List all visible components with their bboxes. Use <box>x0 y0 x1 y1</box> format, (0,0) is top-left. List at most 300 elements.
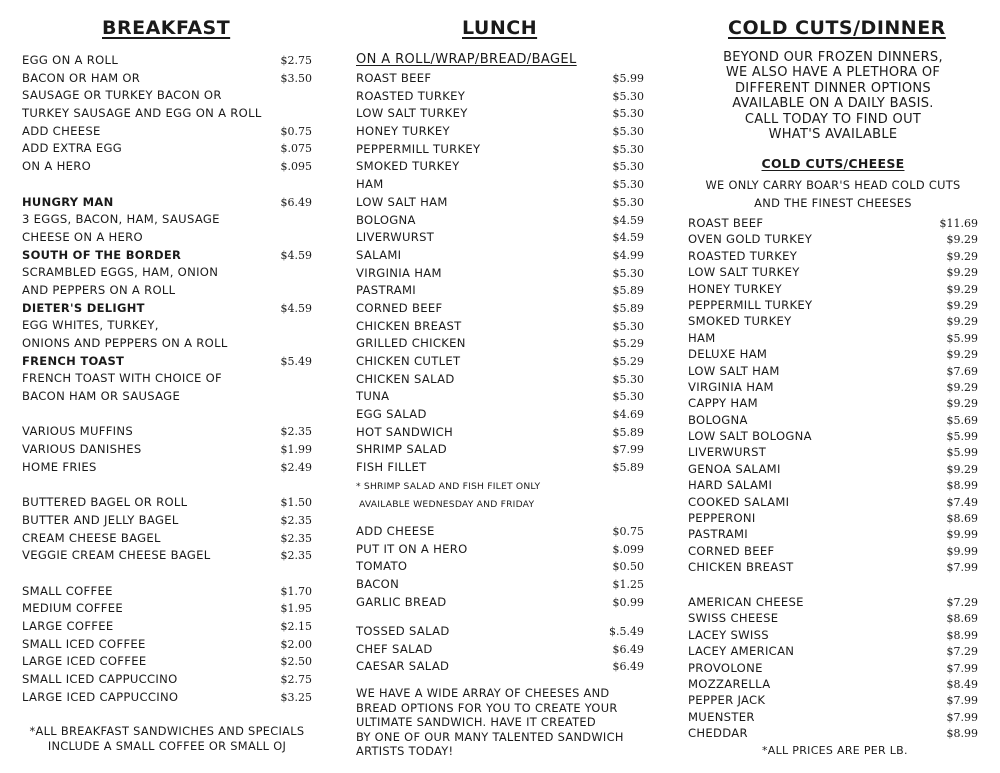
menu-item-name: HOT SANDWICH <box>356 424 454 439</box>
menu-item-name: LACEY SWISS <box>688 627 769 642</box>
menu-item <box>22 53 312 71</box>
cheese-list <box>688 595 978 743</box>
menu-item <box>356 177 644 195</box>
menu-item <box>22 283 312 301</box>
menu-item-name: BACON OR HAM OR <box>22 70 141 85</box>
menu-item <box>688 331 978 347</box>
menu-item-name: CHICKEN CUTLET <box>356 354 461 368</box>
menu-item-name: SMALL ICED CAPPUCCINO <box>22 672 178 687</box>
menu-item-name: LARGE COFFEE <box>22 619 114 633</box>
menu-item <box>22 336 312 354</box>
menu-item <box>688 265 978 281</box>
breakfast-list <box>22 53 312 707</box>
menu-item <box>22 619 312 637</box>
menu-item-name: GENOA SALAMI <box>688 461 781 476</box>
menu-item <box>22 389 312 407</box>
menu-item-price: $4.69 <box>612 408 644 422</box>
dinner-intro-line: AVAILABLE ON A DAILY BASIS. <box>732 96 934 112</box>
menu-item-price: $1.70 <box>280 584 312 598</box>
menu-item-name: PEPPERMILL TURKEY <box>688 297 813 312</box>
menu-item <box>22 230 312 248</box>
menu-item <box>356 425 644 443</box>
cold-cuts-intro-line: AND THE FINEST CHEESES <box>754 196 912 210</box>
menu-item <box>22 318 312 336</box>
menu-item-name: COOKED SALAMI <box>688 494 790 509</box>
menu-item-price: $5.89 <box>612 301 644 315</box>
menu-item-price: $8.69 <box>946 512 978 526</box>
menu-item-name: HARD SALAMI <box>688 478 773 493</box>
menu-item-price: $2.35 <box>280 513 312 527</box>
menu-item-name: LARGE ICED COFFEE <box>22 654 147 669</box>
menu-item-price: $2.75 <box>280 54 312 67</box>
menu-item-price: $5.30 <box>612 372 644 386</box>
menu-item-price: $4.59 <box>280 301 312 315</box>
menu-item-name: LIVERWURST <box>356 230 435 245</box>
menu-item-name: ADD CHEESE <box>356 524 435 538</box>
menu-item-price: $7.99 <box>946 661 978 675</box>
menu-item-name: ADD EXTRA EGG <box>22 141 123 156</box>
menu-item <box>22 106 312 124</box>
menu-item <box>688 726 978 742</box>
menu-item-price: $2.15 <box>280 620 312 633</box>
menu-item-price: $2.75 <box>280 673 312 687</box>
menu-item-price: $6.49 <box>612 642 644 656</box>
menu-item-name: LIVERWURST <box>688 445 767 460</box>
menu-item-name: ON A HERO <box>22 159 92 174</box>
menu-item-price: $7.99 <box>612 443 644 457</box>
menu-item-name: TOMATO <box>356 559 408 574</box>
breakfast-footnote <box>22 724 312 753</box>
menu-item-price: $9.29 <box>946 233 978 247</box>
menu-item <box>22 212 312 230</box>
menu-item <box>22 141 312 159</box>
cold-cuts-intro <box>688 176 978 212</box>
menu-item-name: HAM <box>356 177 384 192</box>
menu-item-name: TOSSED SALAD <box>356 624 450 638</box>
menu-item <box>22 195 312 213</box>
menu-item-price: $8.99 <box>946 727 978 741</box>
menu-item-price: $1.99 <box>280 443 312 457</box>
menu-item-name: SMALL COFFEE <box>22 583 113 598</box>
menu-item-price: $5.30 <box>612 266 644 280</box>
menu-item-price: $.099 <box>612 542 644 556</box>
menu-item-name: BOLOGNA <box>688 412 748 427</box>
cold-cuts-subtitle: COLD CUTS/CHEESE <box>761 156 905 171</box>
menu-item-name: FISH FILLET <box>356 460 427 475</box>
menu-item-name: LARGE ICED CAPPUCCINO <box>22 689 179 704</box>
menu-item <box>22 159 312 177</box>
menu-item <box>688 644 978 660</box>
menu-item-name: MEDIUM COFFEE <box>22 601 123 616</box>
menu-item-name: CHEF SALAD <box>356 641 433 656</box>
menu-item-name: SOUTH OF THE BORDER <box>22 247 182 262</box>
menu-item <box>22 654 312 672</box>
menu-item-name: CHEDDAR <box>688 726 748 741</box>
menu-item-name: CORNED BEEF <box>356 300 443 315</box>
menu-item <box>356 301 644 319</box>
closing-line: WE HAVE A WIDE ARRAY OF CHEESES AND <box>356 686 610 700</box>
menu-item-name: CHICKEN BREAST <box>356 318 462 333</box>
dinner-footnote: *ALL PRICES ARE PER LB. <box>762 744 908 757</box>
menu-item <box>22 301 312 319</box>
menu-item-name: LOW SALT TURKEY <box>688 265 800 280</box>
menu-item-price: $1.95 <box>280 602 312 616</box>
menu-item-price: $5.30 <box>612 125 644 139</box>
menu-item-name: VEGGIE CREAM CHEESE BAGEL <box>22 548 211 563</box>
menu-item-name: ROAST BEEF <box>356 71 432 85</box>
menu-item <box>688 611 978 627</box>
menu-item-name: LOW SALT HAM <box>688 363 780 378</box>
menu-item <box>356 248 644 266</box>
menu-item-price: $0.99 <box>612 595 644 609</box>
menu-item-price: $5.89 <box>612 461 644 475</box>
menu-item <box>356 230 644 248</box>
menu-item-name: CHICKEN BREAST <box>688 560 794 575</box>
menu-item-price: $0.50 <box>612 560 644 574</box>
menu-item <box>22 531 312 549</box>
dinner-title: COLD CUTS/DINNER <box>728 17 946 39</box>
menu-item-price: $3.25 <box>280 690 312 704</box>
menu-item-name: HONEY TURKEY <box>356 124 450 139</box>
menu-item <box>22 354 312 372</box>
menu-item <box>356 336 644 354</box>
dinner-intro-line: CALL TODAY TO FIND OUT <box>744 111 922 127</box>
menu-item-name: 3 EGGS, BACON, HAM, SAUSAGE <box>22 212 220 227</box>
menu-item <box>356 624 644 642</box>
menu-item-price: $5.30 <box>612 178 644 192</box>
menu-item-price: $5.30 <box>612 89 644 103</box>
cold-cuts-intro-line: WE ONLY CARRY BOAR'S HEAD COLD CUTS <box>705 178 961 192</box>
menu-item <box>688 693 978 709</box>
menu-item-price: $5.99 <box>612 72 644 85</box>
menu-item-price: $0.75 <box>280 124 312 138</box>
breakfast-footnote-line: *ALL BREAKFAST SANDWICHES AND SPECIALS <box>29 724 305 738</box>
menu-item-name: LACEY AMERICAN <box>688 644 795 659</box>
menu-item <box>22 513 312 531</box>
menu-item-name: DIETER'S DELIGHT <box>22 300 145 315</box>
menu-item <box>356 195 644 213</box>
menu-item <box>688 495 978 511</box>
menu-item-price: $7.99 <box>946 710 978 724</box>
menu-item-price: $5.29 <box>612 337 644 351</box>
menu-item-price: $5.30 <box>612 160 644 174</box>
menu-item-name: SAUSAGE OR TURKEY BACON OR <box>22 88 222 103</box>
menu-item-price: $5.30 <box>612 142 644 156</box>
spacer <box>22 177 312 195</box>
menu-item <box>356 124 644 142</box>
menu-item-name: VIRGINIA HAM <box>688 379 774 394</box>
closing-line: ULTIMATE SANDWICH. HAVE IT CREATED <box>356 715 596 730</box>
dinner-intro-line: WHAT'S AVAILABLE <box>768 127 898 143</box>
menu-item-price: $9.29 <box>946 462 978 476</box>
menu-item-price: $9.29 <box>946 249 978 263</box>
spacer <box>22 478 312 496</box>
menu-item <box>22 672 312 690</box>
dinner-intro-line: WE ALSO HAVE A PLETHORA OF <box>725 65 941 81</box>
menu-item <box>22 88 312 106</box>
menu-item <box>688 249 978 265</box>
closing-line: BY ONE OF OUR MANY TALENTED SANDWICH <box>356 729 624 744</box>
menu-item <box>356 372 644 390</box>
breakfast-footnote-line: INCLUDE A SMALL COFFEE OR SMALL OJ <box>47 738 287 753</box>
menu-item-price: $4.59 <box>612 213 644 227</box>
menu-item <box>356 642 644 660</box>
menu-item-name: LOW SALT TURKEY <box>356 106 468 121</box>
menu-item-price: $8.99 <box>946 479 978 493</box>
menu-item-name: TURKEY SAUSAGE AND EGG ON A ROLL <box>22 106 262 121</box>
menu-item-price: $7.29 <box>946 596 978 609</box>
dinner-intro-line: DIFFERENT DINNER OPTIONS <box>735 80 931 96</box>
menu-item-name: MOZZARELLA <box>688 676 771 691</box>
menu-item <box>356 389 644 407</box>
menu-item-name: EGG SALAD <box>356 407 427 422</box>
menu-item-price: $2.35 <box>280 425 312 439</box>
menu-item <box>356 659 644 677</box>
menu-item <box>356 407 644 425</box>
menu-item-price: $9.29 <box>946 282 978 296</box>
menu-item-name: ONIONS AND PEPPERS ON A ROLL <box>22 336 228 350</box>
cold-cuts-list <box>688 216 978 577</box>
menu-item-price: $0.75 <box>612 525 644 538</box>
menu-item-name: AND PEPPERS ON A ROLL <box>22 282 176 297</box>
menu-item-price: $1.50 <box>280 496 312 510</box>
menu-item-price: $4.59 <box>280 248 312 262</box>
menu-item-name: CORNED BEEF <box>688 543 775 558</box>
menu-item-price: $5.69 <box>946 413 978 427</box>
menu-item-name: HUNGRY MAN <box>22 194 114 209</box>
menu-item-name: EGG ON A ROLL <box>22 53 119 67</box>
menu-item-name: ROASTED TURKEY <box>688 248 798 263</box>
menu-item-price: $9.29 <box>946 348 978 362</box>
menu-item <box>356 442 644 460</box>
menu-item-name: ADD CHEESE <box>22 123 101 138</box>
menu-item <box>22 584 312 602</box>
menu-item-price: $9.29 <box>946 315 978 329</box>
menu-item <box>22 637 312 655</box>
menu-item-price: $7.29 <box>946 645 978 659</box>
menu-item-price: $5.30 <box>612 107 644 121</box>
menu-item-price: $5.99 <box>946 331 978 345</box>
menu-item-price: $2.50 <box>280 655 312 669</box>
menu-item-name: ROAST BEEF <box>688 216 764 230</box>
menu-item <box>356 319 644 337</box>
menu-item <box>356 595 644 613</box>
menu-item <box>688 232 978 248</box>
menu-item <box>688 677 978 693</box>
menu-item-name: DELUXE HAM <box>688 347 768 362</box>
menu-item-name: CHICKEN SALAD <box>356 371 455 386</box>
menu-item-price: $7.99 <box>946 561 978 575</box>
menu-item-price: $7.99 <box>946 694 978 708</box>
menu-item-name: VIRGINIA HAM <box>356 265 442 280</box>
menu-item <box>688 560 978 576</box>
menu-item <box>22 71 312 89</box>
menu-item-name: FRENCH TOAST WITH CHOICE OF <box>22 371 223 386</box>
menu-item-price: $6.49 <box>280 195 312 209</box>
menu-item <box>22 265 312 283</box>
menu-item-price: $7.49 <box>946 495 978 509</box>
menu-item-price: $5.29 <box>612 355 644 368</box>
menu-item-name: CREAM CHEESE BAGEL <box>22 530 161 545</box>
menu-item <box>22 442 312 460</box>
menu-item <box>356 142 644 160</box>
menu-item-name: LOW SALT BOLOGNA <box>688 429 812 444</box>
menu-item-name: BUTTERED BAGEL OR ROLL <box>22 495 188 510</box>
lunch-closing-text <box>356 686 624 759</box>
menu-item-name: ROASTED TURKEY <box>356 88 466 103</box>
dinner-intro-line: BEYOND OUR FROZEN DINNERS, <box>723 50 943 65</box>
menu-item-price: $9.99 <box>946 544 978 558</box>
menu-item-price: $5.99 <box>946 430 978 444</box>
menu-item-price: $9.99 <box>946 528 978 542</box>
menu-item-name: EGG WHITES, TURKEY, <box>22 318 159 333</box>
lunch-note-line: AVAILABLE WEDNESDAY AND FRIDAY <box>359 498 535 510</box>
menu-item-price: $5.30 <box>612 319 644 333</box>
menu-item-price: $4.59 <box>612 231 644 245</box>
menu-item-name: BOLOGNA <box>356 212 416 227</box>
menu-item-price: $8.49 <box>946 677 978 691</box>
menu-item-name: FRENCH TOAST <box>22 353 125 368</box>
menu-item-name: TUNA <box>356 389 390 404</box>
closing-line: BREAD OPTIONS FOR YOU TO CREATE YOUR <box>356 700 618 715</box>
menu-item <box>688 347 978 363</box>
menu-item-price: $6.49 <box>612 660 644 674</box>
lunch-list <box>356 71 644 478</box>
menu-item <box>356 524 644 542</box>
menu-item-price: $3.50 <box>280 71 312 85</box>
menu-item-name: PASTRAMI <box>688 527 748 542</box>
menu-item-name: MUENSTER <box>688 709 755 724</box>
menu-item <box>688 661 978 677</box>
menu-item-name: GARLIC BREAD <box>356 594 447 609</box>
lunch-note-line: * SHRIMP SALAD AND FISH FILET ONLY <box>356 481 541 492</box>
menu-item <box>688 478 978 494</box>
menu-item <box>356 283 644 301</box>
menu-item-name: SMALL ICED COFFEE <box>22 636 146 651</box>
menu-item-name: AMERICAN CHEESE <box>688 595 804 609</box>
menu-item <box>22 495 312 513</box>
menu-item <box>22 601 312 619</box>
menu-item-name: CAPPY HAM <box>688 396 758 411</box>
menu-item <box>688 527 978 543</box>
menu-item <box>688 282 978 298</box>
menu-item-name: LOW SALT HAM <box>356 194 448 209</box>
menu-item-name: VARIOUS MUFFINS <box>22 424 134 439</box>
menu-item <box>356 213 644 231</box>
lunch-extras-list <box>356 524 644 612</box>
menu-item-price: $8.99 <box>946 628 978 642</box>
menu-item <box>22 548 312 566</box>
menu-item <box>22 248 312 266</box>
menu-item-price: $2.35 <box>280 549 312 563</box>
menu-item-name: PEPPER JACK <box>688 693 766 708</box>
menu-item <box>688 462 978 478</box>
menu-item-name: BUTTER AND JELLY BAGEL <box>22 512 179 527</box>
dinner-intro <box>688 50 978 142</box>
menu-item-name: GRILLED CHICKEN <box>356 336 466 351</box>
menu-item-price: $5.89 <box>612 425 644 439</box>
menu-item <box>356 89 644 107</box>
menu-item-price: $2.35 <box>280 531 312 545</box>
menu-item-price: $5.30 <box>612 195 644 209</box>
menu-item-name: HOME FRIES <box>22 459 97 474</box>
menu-item <box>356 71 644 89</box>
menu-item-name: BACON <box>356 577 400 592</box>
menu-item-name: CHEESE ON A HERO <box>22 229 143 244</box>
menu-item <box>356 542 644 560</box>
menu-item <box>22 424 312 442</box>
menu-item <box>688 314 978 330</box>
menu-item-name: SMOKED TURKEY <box>356 159 460 174</box>
menu-item <box>688 595 978 611</box>
menu-item-name: SMOKED TURKEY <box>688 314 792 329</box>
menu-item-price: $.5.49 <box>609 625 644 638</box>
menu-item-price: $9.29 <box>946 380 978 394</box>
menu-item-price: $7.69 <box>946 364 978 378</box>
menu-item <box>688 628 978 644</box>
breakfast-title: BREAKFAST <box>102 17 231 39</box>
spacer <box>22 566 312 584</box>
menu-item-price: $2.00 <box>280 637 312 651</box>
menu-item <box>688 445 978 461</box>
menu-item <box>356 106 644 124</box>
menu-item-price: $5.30 <box>612 390 644 404</box>
lunch-subtitle: ON A ROLL/WRAP/BREAD/BAGEL <box>356 52 577 67</box>
menu-item-price: $4.99 <box>612 248 644 262</box>
menu-item-price: $.075 <box>280 142 312 156</box>
menu-item <box>356 266 644 284</box>
menu-item <box>688 216 978 232</box>
menu-item <box>22 371 312 389</box>
menu-item <box>688 413 978 429</box>
menu-item-name: PROVOLONE <box>688 660 763 675</box>
menu-item-name: PUT IT ON A HERO <box>356 541 468 556</box>
menu-item <box>688 298 978 314</box>
menu-item-name: HAM <box>688 330 716 345</box>
menu-item-name: OVEN GOLD TURKEY <box>688 232 813 247</box>
menu-item-name: CAESAR SALAD <box>356 659 450 674</box>
menu-item-name: SALAMI <box>356 247 402 262</box>
menu-item <box>356 460 644 478</box>
menu-item-name: PEPPERONI <box>688 511 756 526</box>
lunch-salads-list <box>356 624 644 677</box>
menu-item-price: $9.29 <box>946 298 978 312</box>
menu-item-price: $8.69 <box>946 612 978 626</box>
menu-item <box>688 364 978 380</box>
closing-line: ARTISTS TODAY! <box>356 744 454 759</box>
menu-item <box>356 577 644 595</box>
menu-item-name: SCRAMBLED EGGS, HAM, ONION <box>22 265 219 280</box>
menu-item-name: SWISS CHEESE <box>688 611 779 626</box>
menu-item <box>688 710 978 726</box>
menu-item <box>688 396 978 412</box>
menu-item-price: $9.29 <box>946 397 978 411</box>
menu-item <box>688 429 978 445</box>
menu-item-price: $5.99 <box>946 446 978 460</box>
menu-item <box>356 559 644 577</box>
menu-item-name: BACON HAM OR SAUSAGE <box>22 389 181 404</box>
menu-item-name: VARIOUS DANISHES <box>22 442 142 457</box>
menu-item <box>356 159 644 177</box>
spacer <box>22 407 312 425</box>
menu-item <box>22 460 312 478</box>
menu-item-price: $9.29 <box>946 266 978 280</box>
menu-item-name: PASTRAMI <box>356 283 416 298</box>
menu-item-name: PEPPERMILL TURKEY <box>356 141 481 156</box>
menu-item-price: $1.25 <box>612 578 644 592</box>
menu-item-price: $11.69 <box>939 217 978 230</box>
menu-item-price: $.095 <box>280 160 312 174</box>
